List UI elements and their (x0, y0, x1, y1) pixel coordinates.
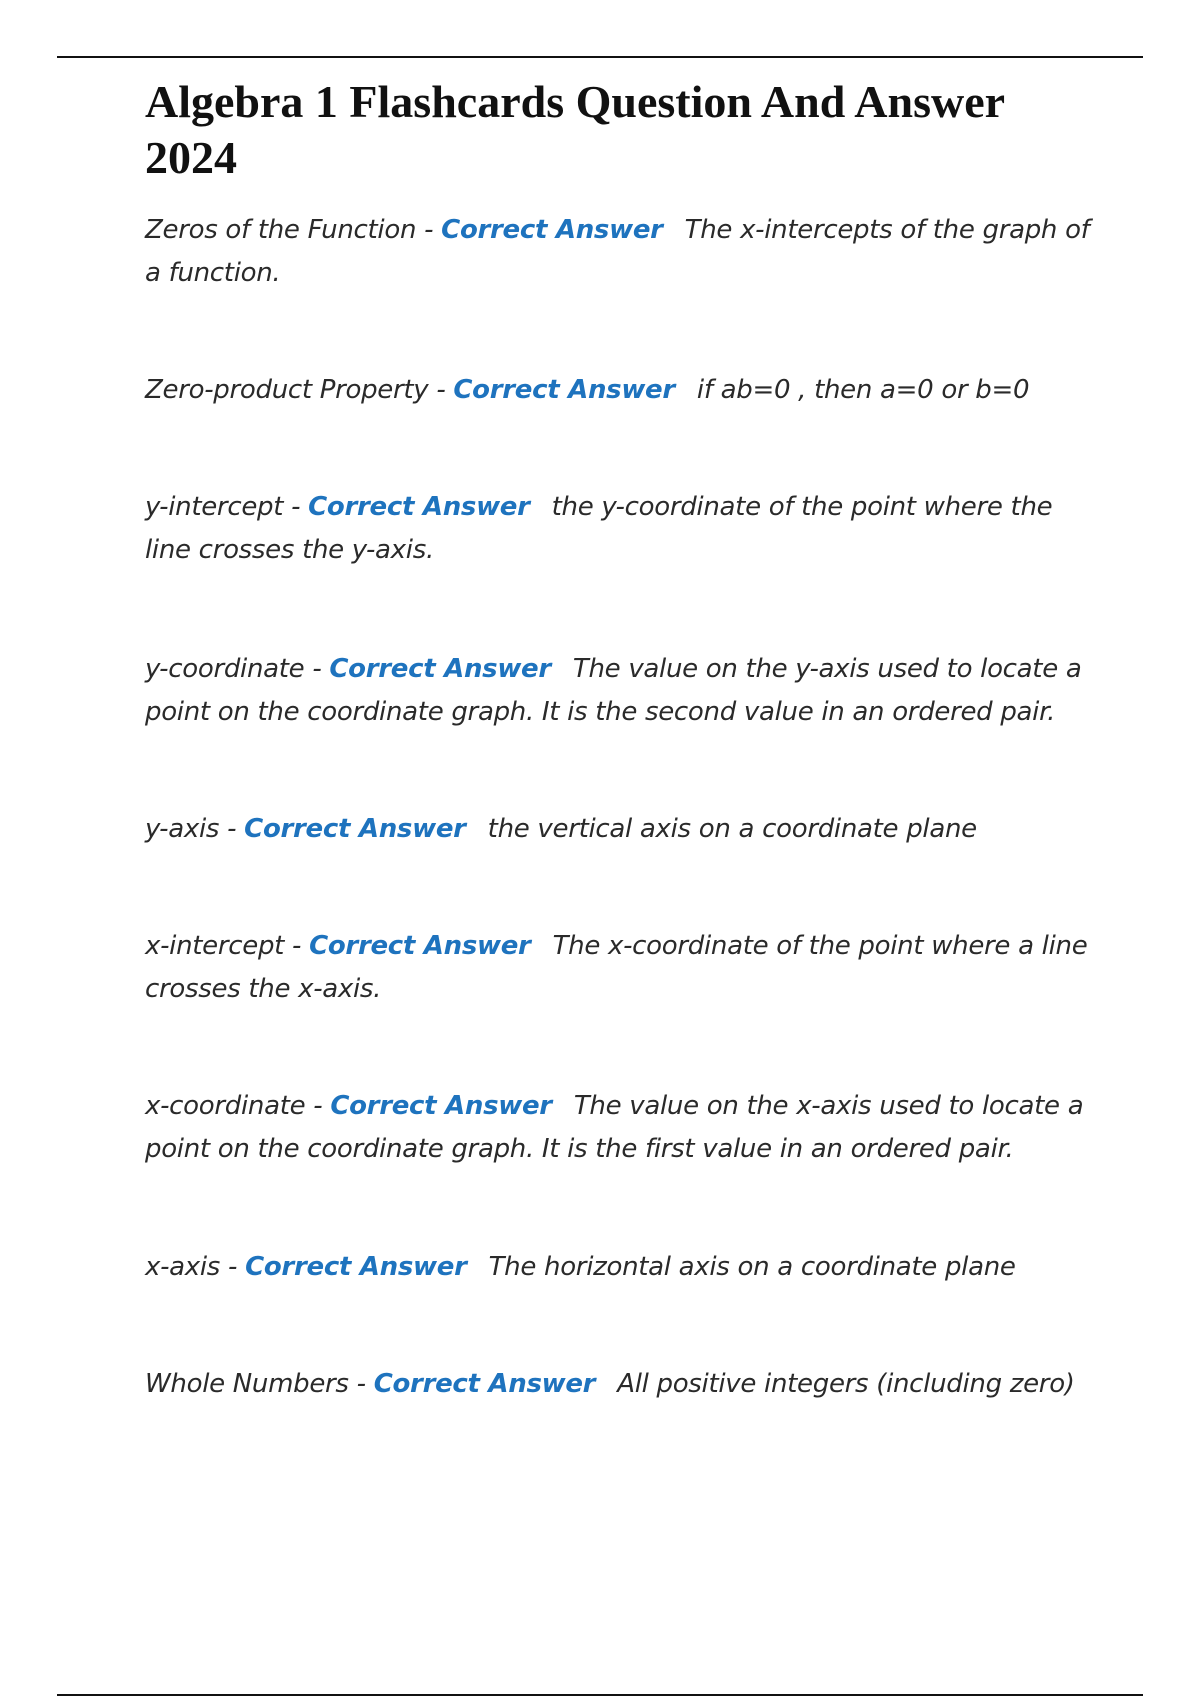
entry-separator: - (313, 1091, 323, 1121)
entry-term: x-axis (145, 1252, 221, 1282)
entry-definition: The x-coordinate of the point where a line crosses the x-axis. (145, 931, 1088, 1004)
flashcard-entry (145, 1085, 1095, 1171)
correct-answer-label: Correct Answer (453, 375, 675, 405)
flashcard-entry (145, 1246, 1095, 1289)
entry-definition: if ab=0 , then a=0 or b=0 (696, 375, 1030, 405)
entry-separator: - (424, 215, 434, 245)
entry-definition: All positive integers (including zero) (617, 1369, 1075, 1399)
flashcard-entry (145, 648, 1095, 734)
entry-term: y-intercept (145, 492, 284, 522)
correct-answer-label: Correct Answer (441, 215, 663, 245)
entry-separator: - (228, 1252, 238, 1282)
entry-separator: - (227, 814, 237, 844)
entry-definition: The x-intercepts of the graph of a function. (145, 215, 1090, 288)
flashcard-entry (145, 486, 1095, 572)
entry-term: y-coordinate (145, 654, 305, 684)
entry-term: Zeros of the Function (145, 215, 417, 245)
entry-separator: - (291, 492, 301, 522)
document-title: Algebra 1 Flashcards Question And Answer 2024 (145, 76, 1005, 183)
entry-separator: - (292, 931, 302, 961)
correct-answer-label: Correct Answer (244, 814, 466, 844)
flashcard-entry (145, 369, 1095, 412)
correct-answer-label: Correct Answer (308, 492, 530, 522)
correct-answer-label: Correct Answer (245, 1252, 467, 1282)
entry-term: Zero-product Property (145, 375, 429, 405)
entry-definition: The value on the x-axis used to locate a point on the coordinate graph. It is the first value in an ordered pair. (145, 1091, 1084, 1164)
entry-definition: The horizontal axis on a coordinate plane (488, 1252, 1016, 1282)
flashcard-entry (145, 808, 1095, 851)
bottom-rule (57, 1694, 1143, 1696)
top-rule (57, 56, 1143, 58)
entry-term: x-intercept (145, 931, 285, 961)
entry-term: y-axis (145, 814, 220, 844)
flashcard-entry (145, 1363, 1095, 1406)
flashcard-entry (145, 209, 1095, 295)
entry-definition: The value on the y-axis used to locate a point on the coordinate graph. It is the second value in an ordered pair. (145, 654, 1082, 727)
entry-term: Whole Numbers (145, 1369, 349, 1399)
flashcard-entry (145, 925, 1095, 1011)
entry-separator: - (356, 1369, 366, 1399)
entry-definition: the y-coordinate of the point where the line crosses the y-axis. (145, 492, 1053, 565)
correct-answer-label: Correct Answer (373, 1369, 596, 1399)
correct-answer-label: Correct Answer (309, 931, 531, 961)
correct-answer-label: Correct Answer (330, 1091, 552, 1121)
entry-definition: the vertical axis on a coordinate plane (487, 814, 977, 844)
correct-answer-label: Correct Answer (329, 654, 551, 684)
entry-separator: - (436, 375, 446, 405)
entry-separator: - (312, 654, 322, 684)
entry-term: x-coordinate (145, 1091, 306, 1121)
